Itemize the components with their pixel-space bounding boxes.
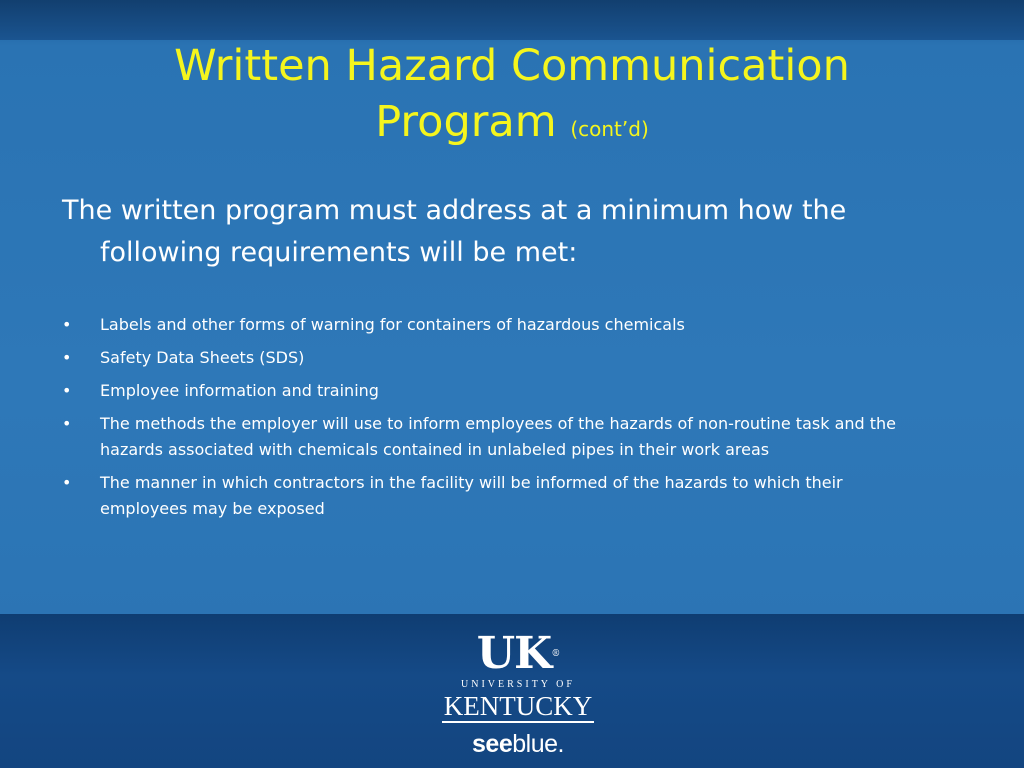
- bullet-item: [62, 411, 922, 463]
- bullet-text: Employee information and training: [100, 381, 379, 400]
- bullet-list: [62, 312, 922, 529]
- title-line-2: [0, 94, 1024, 157]
- bullet-text: The manner in which contractors in the facility will be informed of the hazards to which their employees may be exposed: [100, 473, 843, 518]
- uk-monogram: [438, 628, 598, 679]
- bullet-dot: •: [62, 473, 72, 492]
- bullet-item: [62, 345, 922, 371]
- bullet-text: Safety Data Sheets (SDS): [100, 348, 305, 367]
- university-of-text: UNIVERSITY OF: [461, 679, 575, 690]
- bullet-dot: •: [62, 381, 72, 400]
- kentucky-wordmark: KENTUCKY: [443, 691, 593, 721]
- bullet-text: Labels and other forms of warning for containers of hazardous chemicals: [100, 315, 685, 334]
- title-line-1: Written Hazard Communication: [174, 41, 850, 91]
- bullet-dot: •: [62, 348, 72, 367]
- bullet-item: [62, 378, 922, 404]
- uk-logo: [438, 628, 598, 759]
- bullet-dot: •: [62, 414, 72, 433]
- bullet-item: [62, 312, 922, 338]
- tagline-blue: blue.: [512, 730, 564, 758]
- bullet-text: The methods the employer will use to inform employees of the hazards of non-routine task and the hazards associated with chemicals contained in unlabeled pipes in their work areas: [100, 414, 897, 459]
- title-program: Program: [375, 97, 557, 147]
- tagline-see: see: [472, 730, 513, 758]
- bullet-item: [62, 470, 922, 522]
- bullet-dot: •: [62, 315, 72, 334]
- title-contd: (cont’d): [570, 117, 649, 141]
- uk-letters: UK: [476, 628, 552, 679]
- seeblue-tagline: [438, 729, 598, 759]
- registered-mark: ®: [551, 649, 560, 659]
- slide-title: [0, 38, 1024, 157]
- top-band: [0, 0, 1024, 40]
- intro-text: The written program must address at a minimum how the following requirements will be met:: [62, 195, 847, 268]
